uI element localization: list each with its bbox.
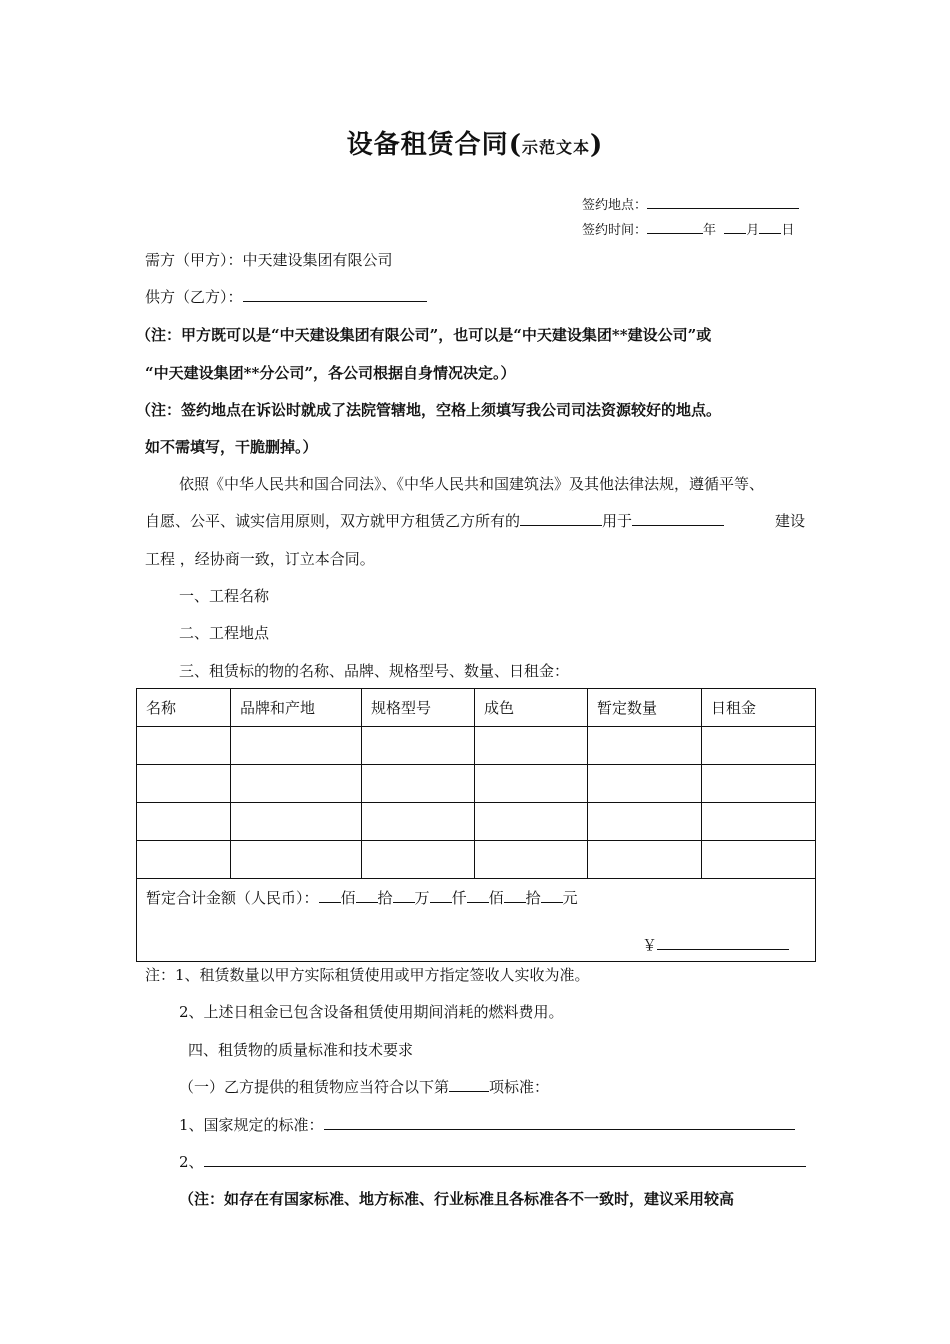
sign-day-label: 日 xyxy=(781,223,795,238)
amount-field[interactable] xyxy=(541,888,563,903)
note2-line1: （注：签约地点在诉讼时就成了法院管辖地，空格上须填写我公司司法资源较好的地点。 xyxy=(136,401,722,419)
table-header-cell: 规格型号 xyxy=(362,689,475,727)
party-b-label: 供方（乙方）： xyxy=(145,288,243,306)
table-header-row xyxy=(137,689,816,727)
yen-amount xyxy=(642,934,789,955)
table-cell[interactable] xyxy=(362,803,475,841)
table-cell[interactable] xyxy=(702,841,816,879)
sign-year-label: 年 xyxy=(703,223,717,238)
section-4-item2-label: 2、 xyxy=(179,1153,204,1171)
unit-label: 万 xyxy=(414,889,430,907)
table-cell[interactable] xyxy=(588,727,702,765)
title-main: 设备租赁合同 xyxy=(346,130,509,160)
table-cell[interactable] xyxy=(475,765,588,803)
other-standard-field[interactable] xyxy=(204,1152,806,1167)
preamble-line2 xyxy=(145,510,805,531)
yen-symbol: ￥ xyxy=(641,936,657,954)
sign-month-field[interactable] xyxy=(724,219,746,234)
table-cell[interactable] xyxy=(231,765,362,803)
section-4-item1-label: 1、国家规定的标准： xyxy=(179,1116,324,1134)
sign-place-label: 签约地点： xyxy=(582,198,648,213)
section-4-sub1 xyxy=(179,1076,549,1097)
sign-time xyxy=(582,219,794,238)
table-row xyxy=(137,803,816,841)
lease-items-table xyxy=(136,688,816,962)
sign-month-label: 月 xyxy=(746,223,760,238)
table-total-row xyxy=(137,879,816,962)
table-cell[interactable] xyxy=(137,765,231,803)
table-header-cell: 名称 xyxy=(137,689,231,727)
table-cell[interactable] xyxy=(475,803,588,841)
table-cell[interactable] xyxy=(137,803,231,841)
table-cell[interactable] xyxy=(475,727,588,765)
preamble-line2-a: 自愿、公平、诚实信用原则，双方就甲方租赁乙方所有的 xyxy=(145,512,521,530)
sign-place-field[interactable] xyxy=(647,194,799,209)
section-4-note: （注：如存在有国家标准、地方标准、行业标准且各标准各不一致时，建议采用较高 xyxy=(179,1190,735,1208)
preamble-line3: 工程 ，经协商一致，订立本合同。 xyxy=(145,550,375,568)
table-cell[interactable] xyxy=(231,841,362,879)
section-4-title: 四、租赁物的质量标准和技术要求 xyxy=(188,1041,414,1059)
national-standard-field[interactable] xyxy=(324,1115,795,1130)
project-use-field[interactable] xyxy=(632,511,724,526)
table-cell[interactable] xyxy=(702,803,816,841)
table-cell[interactable] xyxy=(362,765,475,803)
section-1: 一、工程名称 xyxy=(179,587,270,605)
unit-label: 拾 xyxy=(525,889,541,907)
table-cell[interactable] xyxy=(137,727,231,765)
table-header-cell: 品牌和产地 xyxy=(231,689,362,727)
preamble-line2-b: 用于 xyxy=(602,512,633,530)
total-amount-label: 暂定合计金额（人民币）： xyxy=(146,889,319,907)
note2-line2: 如不需填写，干脆删掉。） xyxy=(145,438,318,456)
title-paren-close: ) xyxy=(590,130,604,160)
party-b-field[interactable] xyxy=(243,287,427,302)
table-cell[interactable] xyxy=(702,727,816,765)
unit-label: 仟 xyxy=(451,889,467,907)
section-4-sub1-b: 项标准： xyxy=(489,1078,550,1096)
amount-field[interactable] xyxy=(430,888,452,903)
table-cell[interactable] xyxy=(588,841,702,879)
document-title xyxy=(0,124,950,161)
unit-label: 拾 xyxy=(377,889,393,907)
amount-field[interactable] xyxy=(393,888,415,903)
table-header-cell: 日租金 xyxy=(702,689,816,727)
table-cell[interactable] xyxy=(588,803,702,841)
title-subtitle: 示范文本 xyxy=(522,138,591,157)
sign-day-field[interactable] xyxy=(759,219,781,234)
table-cell[interactable] xyxy=(702,765,816,803)
table-header-cell: 暂定数量 xyxy=(588,689,702,727)
sign-time-label: 签约时间： xyxy=(582,223,648,238)
lease-object-field[interactable] xyxy=(520,511,602,526)
amount-field[interactable] xyxy=(467,888,489,903)
table-cell[interactable] xyxy=(362,841,475,879)
unit-label: 佰 xyxy=(340,889,356,907)
note1-line2: “中天建设集团**分公司”，各公司根据自身情况决定。） xyxy=(145,364,516,382)
standard-number-field[interactable] xyxy=(449,1077,489,1092)
table-row xyxy=(137,841,816,879)
section-4-item1 xyxy=(179,1114,795,1135)
section-4-sub1-a: （一）乙方提供的租赁物应当符合以下第 xyxy=(179,1078,450,1096)
preamble-line1: 依照《中华人民共和国合同法》、《中华人民共和国建筑法》及其他法律法规，遵循平等、 xyxy=(179,475,765,493)
table-cell[interactable] xyxy=(231,803,362,841)
table-row xyxy=(137,765,816,803)
party-a: 需方（甲方）：中天建设集团有限公司 xyxy=(145,251,393,269)
section-4-item2 xyxy=(179,1151,806,1172)
table-cell[interactable] xyxy=(362,727,475,765)
sign-place xyxy=(582,194,799,213)
section-3: 三、租赁标的物的名称、品牌、规格型号、数量、日租金： xyxy=(179,662,570,680)
table-cell[interactable] xyxy=(475,841,588,879)
section-2: 二、工程地点 xyxy=(179,624,270,642)
amount-field[interactable] xyxy=(319,888,341,903)
table-row xyxy=(137,727,816,765)
unit-label: 佰 xyxy=(488,889,504,907)
unit-label: 元 xyxy=(562,889,578,907)
note1-line1: （注：甲方既可以是“中天建设集团有限公司”，也可以是“中天建设集团**建设公司”或 xyxy=(136,326,712,344)
title-paren-open: ( xyxy=(508,130,522,160)
total-amount-cell xyxy=(137,879,816,962)
amount-field[interactable] xyxy=(504,888,526,903)
table-header-cell: 成色 xyxy=(475,689,588,727)
amount-field[interactable] xyxy=(356,888,378,903)
note-after-1: 注：1、租赁数量以甲方实际租赁使用或甲方指定签收人实收为准。 xyxy=(145,966,590,984)
party-b xyxy=(145,286,427,307)
table-cell[interactable] xyxy=(588,765,702,803)
sign-year-field[interactable] xyxy=(647,219,703,234)
preamble-line2-c: 建设 xyxy=(774,512,805,530)
table-cell[interactable] xyxy=(231,727,362,765)
table-cell[interactable] xyxy=(137,841,231,879)
yen-amount-field[interactable] xyxy=(657,935,789,950)
note-after-2: 2、上述日租金已包含设备租赁使用期间消耗的燃料费用。 xyxy=(179,1003,564,1021)
